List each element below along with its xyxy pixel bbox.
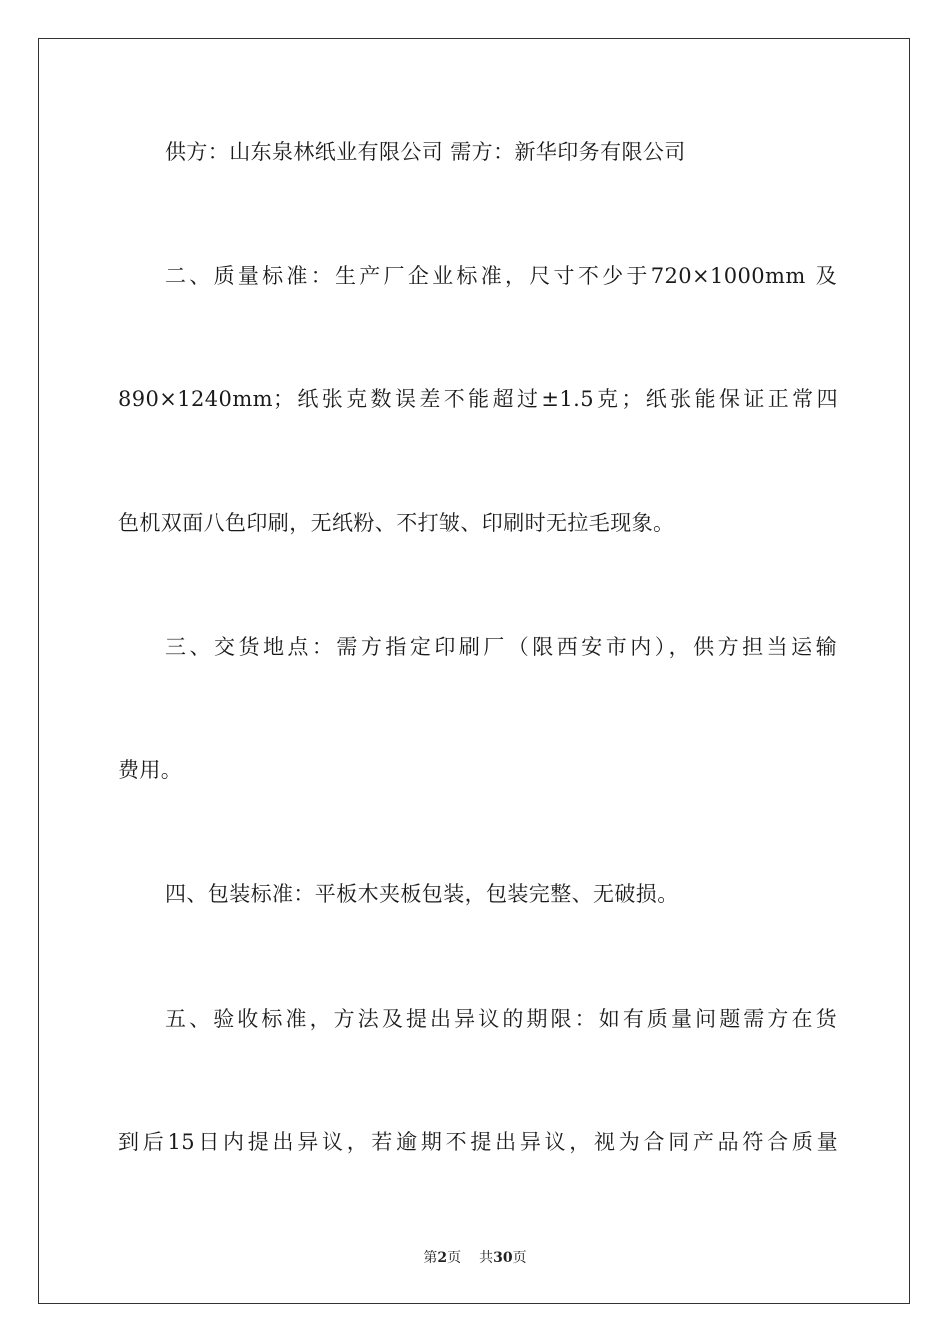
footer-current-page: 2 [437,1250,448,1266]
footer-page-suffix: 页 [447,1250,462,1266]
paragraph-delivery-line-2: 费用。 [118,758,183,782]
footer-total-suffix: 页 [512,1250,527,1266]
footer-total-pages: 30 [493,1250,513,1266]
page-border [38,38,910,1304]
page-footer [0,1247,950,1267]
footer-prefix: 第 [423,1250,438,1266]
footer-total-prefix: 共 [479,1250,494,1266]
paragraph-delivery-line-1: 三、交货地点：需方指定印刷厂（限西安市内），供方担当运输 [165,635,837,659]
paragraph-acceptance-line-2: 到后15日内提出异议，若逾期不提出异议，视为合同产品符合质量 [118,1130,838,1154]
paragraph-packaging: 四、包装标准：平板木夹板包装，包装完整、无破损。 [165,882,679,906]
paragraph-parties: 供方：山东泉林纸业有限公司 需方：新华印务有限公司 [165,140,686,164]
paragraph-quality-line-2: 890×1240mm；纸张克数误差不能超过±1.5克；纸张能保证正常四 [118,387,838,411]
paragraph-quality-line-3: 色机双面八色印刷，无纸粉、不打皱、印刷时无拉毛现象。 [118,511,675,535]
paragraph-acceptance-line-1: 五、验收标准，方法及提出异议的期限：如有质量问题需方在货 [165,1007,837,1031]
paragraph-quality-line-1: 二、质量标准：生产厂企业标准，尺寸不少于720×1000mm 及 [165,264,837,288]
